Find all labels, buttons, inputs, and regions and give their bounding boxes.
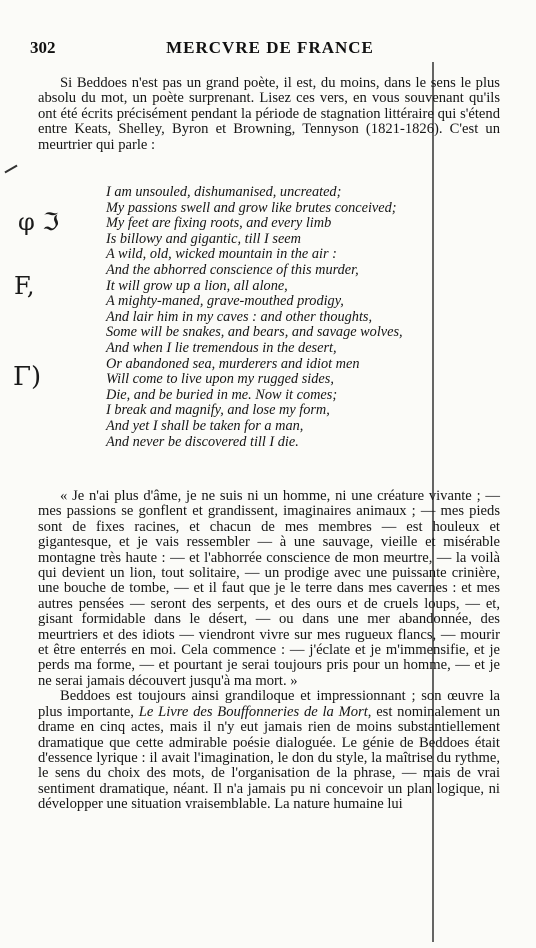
poem-line: My passions swell and grow like brutes conceived; <box>106 199 397 216</box>
work-title: Le Livre des Bouffonneries de la Mort <box>138 703 368 720</box>
poem-line: Will come to live upon my rugged sides, <box>106 371 334 388</box>
commentary-text-end: , est nominalement un drame en cinq actes, mais il n'y eut jamais rien de moins substantiellement dramatique que cette admirable poésie dialoguée. Le génie de Beddoes était d'essence lyrique : il avait l'imagination, le don du style, la maîtrise du rythme, le sens du choix des mots, de l'organisation de la phrase, — mais de vrai sentiment dramatique, néant. Il n'a jamais pu ni concevoir un plan logique, ni développer une situation vraisemblable. La nature humaine lui <box>38 703 500 813</box>
poem-quotation <box>106 185 516 450</box>
poem-line: And lair him in my caves : and other thoughts, <box>106 308 373 325</box>
page-number: 302 <box>30 38 56 57</box>
poem-line: A wild, old, wicked mountain in the air : <box>106 246 337 263</box>
poem-line: It will grow up a lion, all alone, <box>106 277 288 294</box>
margin-note-2: F, <box>14 272 35 300</box>
poem-line: And yet I shall be taken for a man, <box>106 417 304 434</box>
poem-line: Is billowy and gigantic, till I seem <box>106 230 301 247</box>
poem-line: My feet are fixing roots, and every limb <box>106 215 332 232</box>
margin-tick-mark <box>4 165 17 174</box>
poem-line: A mighty-maned, grave-mouthed prodigy, <box>106 293 344 310</box>
poem-line: Die, and be buried in me. Now it comes; <box>106 386 338 403</box>
page-header <box>30 38 510 60</box>
poem-line: And never be discovered till I die. <box>106 433 299 450</box>
poem-line: And the abhorred conscience of this murder, <box>106 261 359 278</box>
poem-line: I break and magnify, and lose my form, <box>106 402 330 419</box>
poem-line: Some will be snakes, and bears, and savage wolves, <box>106 324 403 341</box>
poem-line: And when I lie tremendous in the desert, <box>106 339 337 356</box>
margin-note-3: Γ) <box>13 362 42 392</box>
commentary-paragraph <box>38 689 500 812</box>
intro-paragraph-block <box>38 76 500 153</box>
translation-paragraph: « Je n'ai plus d'âme, je ne suis ni un homme, ni une créature vivante ; — mes passions se gonflent et grandissent, imaginaires animaux ; — mes pieds sont de fixes racines, et chacun de mes membres — est houleux et gigantesque, et je vais ressembler — à une sauvage, vieille et misérable montagne très haute : — et l'abhorrée conscience de mon meurtre, — la voilà qui devient un lion, tout solitaire, — un prodige avec une puissante crinière, une bouche de tombe, — et il faut que je le terre dans mes cavernes : et mes autres pensées — seront des serpents, et des ours et de cruels loups, — et, gisant formidable dans le désert, — ou dans une mer abandonnée, des meurtriers et des idiots — viendront vivre sur mes rugueux flancs, — mourir et être enterrés en moi. Cela commence : — j'éclate et je m'immensifie, et je perds ma forme, — et pourtant je serai toujours pris pour un homme, — et je ne serai jamais découvert jusqu'à ma mort. » <box>38 488 500 689</box>
body-text <box>38 489 500 813</box>
intro-paragraph: Si Beddoes n'est pas un grand poète, il est, du moins, dans le sens le plus absolu du mot, un poète surprenant. Lisez ces vers, en vous souvenant qu'ils ont été écrits précisément pendant la période de stagnation littéraire qui s'étend entre Keats, Shelley, Byron et Browning, Tennyson (1821-1826). C'est un meurtrier qui parle : <box>38 75 500 153</box>
poem-line: I am unsouled, dishumanised, uncreated; <box>106 184 342 200</box>
commentary-text-start: Beddoes est toujours ainsi grandiloque et impressionnant ; son œuvre la plus importante, <box>38 688 500 720</box>
margin-note-1: φ ℑ <box>18 208 60 236</box>
poem-line: Or abandoned sea, murderers and idiot men <box>106 355 360 372</box>
running-title: MERCVRE DE FRANCE <box>166 38 374 57</box>
